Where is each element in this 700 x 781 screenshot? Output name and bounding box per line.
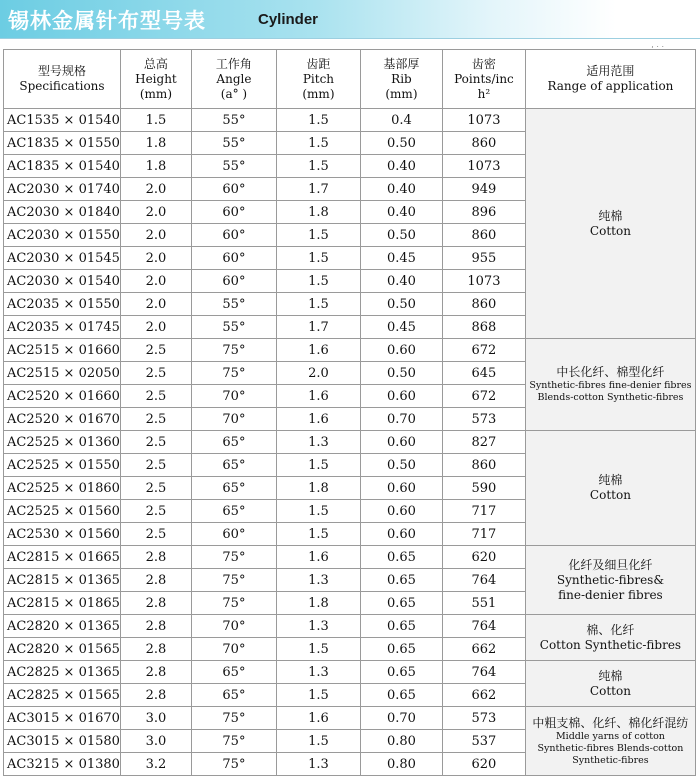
cell-points: 955 [442, 247, 525, 270]
cell-spec: AC2825 × 01565 [4, 684, 121, 707]
cell-spec: AC2820 × 01365 [4, 615, 121, 638]
cell-points: 764 [442, 661, 525, 684]
cell-points: 860 [442, 293, 525, 316]
cell-height: 3.0 [120, 707, 191, 730]
cell-rib: 0.40 [360, 201, 442, 224]
cell-pitch: 1.3 [276, 569, 360, 592]
range-of-application-cell [525, 546, 695, 615]
cell-spec: AC2030 × 01840 [4, 201, 121, 224]
cell-rib: 0.65 [360, 638, 442, 661]
table-row [4, 615, 696, 638]
cell-points: 672 [442, 385, 525, 408]
cell-angle: 70° [191, 615, 276, 638]
cell-spec: AC1835 × 01550 [4, 132, 121, 155]
cell-rib: 0.60 [360, 477, 442, 500]
cell-pitch: 1.5 [276, 500, 360, 523]
cell-angle: 60° [191, 224, 276, 247]
cell-rib: 0.45 [360, 316, 442, 339]
cell-angle: 75° [191, 339, 276, 362]
cell-height: 2.8 [120, 684, 191, 707]
cell-height: 2.0 [120, 178, 191, 201]
cell-pitch: 1.5 [276, 224, 360, 247]
range-line: 纯棉 [598, 208, 623, 223]
cell-height: 2.8 [120, 569, 191, 592]
cell-points: 764 [442, 615, 525, 638]
cell-spec: AC2035 × 01745 [4, 316, 121, 339]
cell-spec: AC3215 × 01380 [4, 753, 121, 776]
range-line: Synthetic-fibres Blends-cotton [537, 742, 684, 754]
cell-rib: 0.70 [360, 408, 442, 431]
cell-height: 2.5 [120, 454, 191, 477]
cell-rib: 0.50 [360, 362, 442, 385]
range-line: Synthetic-fibres [572, 754, 649, 766]
cell-points: 537 [442, 730, 525, 753]
cell-points: 827 [442, 431, 525, 454]
cell-angle: 65° [191, 477, 276, 500]
table-header-row [4, 50, 696, 109]
cell-spec: AC2525 × 01860 [4, 477, 121, 500]
cell-pitch: 1.8 [276, 201, 360, 224]
cell-spec: AC2030 × 01540 [4, 270, 121, 293]
cell-rib: 0.60 [360, 523, 442, 546]
cell-rib: 0.65 [360, 661, 442, 684]
cell-angle: 75° [191, 730, 276, 753]
cell-points: 590 [442, 477, 525, 500]
cell-points: 620 [442, 546, 525, 569]
cell-pitch: 1.8 [276, 592, 360, 615]
cell-spec: AC2030 × 01545 [4, 247, 121, 270]
cell-height: 2.5 [120, 500, 191, 523]
range-of-application-cell [525, 339, 695, 431]
cell-pitch: 1.6 [276, 408, 360, 431]
cell-points: 1073 [442, 155, 525, 178]
cell-angle: 55° [191, 293, 276, 316]
cell-spec: AC2035 × 01550 [4, 293, 121, 316]
cell-height: 2.0 [120, 247, 191, 270]
cell-spec: AC2030 × 01740 [4, 178, 121, 201]
cell-height: 1.5 [120, 109, 191, 132]
range-line: 化纤及细旦化纤 [568, 557, 653, 572]
table-row [4, 661, 696, 684]
range-line: 纯棉 [598, 473, 623, 487]
cell-pitch: 1.5 [276, 523, 360, 546]
cell-points: 860 [442, 224, 525, 247]
cell-pitch: 1.6 [276, 707, 360, 730]
cell-angle: 60° [191, 523, 276, 546]
cell-angle: 70° [191, 638, 276, 661]
range-of-application-cell [525, 707, 695, 776]
cell-angle: 75° [191, 753, 276, 776]
range-line: 中长化纤、棉型化纤 [556, 365, 665, 379]
cell-spec: AC2030 × 01550 [4, 224, 121, 247]
cell-points: 717 [442, 523, 525, 546]
cell-pitch: 1.8 [276, 477, 360, 500]
range-line: Cotton [589, 488, 631, 502]
cell-spec: AC2815 × 01865 [4, 592, 121, 615]
cell-points: 662 [442, 638, 525, 661]
cell-angle: 75° [191, 707, 276, 730]
cell-spec: AC2515 × 01660 [4, 339, 121, 362]
cell-points: 620 [442, 753, 525, 776]
cell-angle: 75° [191, 546, 276, 569]
cell-spec: AC3015 × 01670 [4, 707, 121, 730]
cell-angle: 75° [191, 592, 276, 615]
cell-height: 2.8 [120, 661, 191, 684]
range-of-application-cell [525, 431, 695, 546]
table-row [4, 707, 696, 730]
cell-spec: AC2525 × 01360 [4, 431, 121, 454]
cell-pitch: 1.5 [276, 132, 360, 155]
cell-pitch: 1.3 [276, 753, 360, 776]
range-line: Synthetic-fibres& [556, 572, 665, 587]
range-line: Cotton [589, 683, 631, 698]
cell-points: 764 [442, 569, 525, 592]
cell-angle: 60° [191, 270, 276, 293]
cell-angle: 65° [191, 500, 276, 523]
cell-angle: 65° [191, 684, 276, 707]
cell-pitch: 1.3 [276, 661, 360, 684]
cell-pitch: 1.6 [276, 546, 360, 569]
cell-rib: 0.50 [360, 132, 442, 155]
col-header-rib: 基部厚 Rib (mm) [360, 50, 442, 109]
cell-points: 672 [442, 339, 525, 362]
range-line: Blends-cotton Synthetic-fibres [537, 392, 684, 403]
cell-points: 717 [442, 500, 525, 523]
cell-height: 2.8 [120, 615, 191, 638]
cell-angle: 60° [191, 178, 276, 201]
cell-points: 1073 [442, 109, 525, 132]
cell-points: 896 [442, 201, 525, 224]
cell-pitch: 1.6 [276, 339, 360, 362]
cell-angle: 65° [191, 661, 276, 684]
cell-height: 2.5 [120, 362, 191, 385]
cell-pitch: 1.6 [276, 385, 360, 408]
range-of-application-cell [525, 615, 695, 661]
cell-angle: 75° [191, 569, 276, 592]
cell-points: 645 [442, 362, 525, 385]
range-line: Cotton [589, 223, 631, 238]
cell-pitch: 1.5 [276, 730, 360, 753]
cell-points: 1073 [442, 270, 525, 293]
range-line: fine-denier fibres [558, 587, 663, 602]
cell-pitch: 1.5 [276, 638, 360, 661]
cell-points: 860 [442, 454, 525, 477]
cell-height: 2.5 [120, 339, 191, 362]
cell-rib: 0.65 [360, 546, 442, 569]
cell-height: 1.8 [120, 132, 191, 155]
cell-rib: 0.60 [360, 385, 442, 408]
cell-height: 3.2 [120, 753, 191, 776]
cell-height: 2.5 [120, 385, 191, 408]
range-line: Middle yarns of cotton [555, 730, 665, 742]
cell-height: 2.0 [120, 270, 191, 293]
cell-spec: AC1535 × 01540 [4, 109, 121, 132]
cell-pitch: 1.5 [276, 684, 360, 707]
cell-spec: AC2820 × 01565 [4, 638, 121, 661]
cell-rib: 0.60 [360, 431, 442, 454]
col-header-height: 总高 Height (mm) [120, 50, 191, 109]
cell-spec: AC2520 × 01670 [4, 408, 121, 431]
cell-rib: 0.65 [360, 569, 442, 592]
cell-pitch: 1.3 [276, 431, 360, 454]
cell-height: 2.5 [120, 431, 191, 454]
cell-spec: AC2825 × 01365 [4, 661, 121, 684]
cell-rib: 0.65 [360, 684, 442, 707]
cell-height: 2.0 [120, 224, 191, 247]
cell-angle: 75° [191, 362, 276, 385]
cell-pitch: 2.0 [276, 362, 360, 385]
cell-rib: 0.40 [360, 155, 442, 178]
cell-pitch: 1.5 [276, 293, 360, 316]
range-of-application-cell [525, 109, 695, 339]
cell-angle: 65° [191, 454, 276, 477]
range-line: 棉、化纤 [586, 622, 635, 637]
cell-spec: AC2815 × 01665 [4, 546, 121, 569]
cell-rib: 0.70 [360, 707, 442, 730]
cell-spec: AC2525 × 01550 [4, 454, 121, 477]
cell-rib: 0.50 [360, 224, 442, 247]
page-header [0, 0, 700, 38]
cell-rib: 0.40 [360, 270, 442, 293]
cell-angle: 55° [191, 109, 276, 132]
range-line: Synthetic-fibres fine-denier fibres [529, 380, 692, 391]
cell-height: 2.0 [120, 293, 191, 316]
col-header-spec: 型号规格 Specifications [4, 50, 121, 109]
page-title-cn: 锡林金属针布型号表 [8, 9, 206, 33]
cell-spec: AC2520 × 01660 [4, 385, 121, 408]
cell-spec: AC3015 × 01580 [4, 730, 121, 753]
cell-height: 2.0 [120, 201, 191, 224]
range-line: 中粗支棉、化纤、棉化纤混纺 [532, 715, 689, 730]
cell-spec: AC2530 × 01560 [4, 523, 121, 546]
cell-pitch: 1.5 [276, 155, 360, 178]
range-line: Cotton Synthetic-fibres [539, 637, 682, 652]
cell-rib: 0.4 [360, 109, 442, 132]
cell-pitch: 1.7 [276, 178, 360, 201]
cell-height: 2.5 [120, 523, 191, 546]
header-rule [0, 38, 700, 39]
cell-height: 1.8 [120, 155, 191, 178]
range-of-application-cell [525, 661, 695, 707]
col-header-points: 齿密 Points/inc h² [442, 50, 525, 109]
cell-spec: AC1835 × 01540 [4, 155, 121, 178]
cell-points: 573 [442, 408, 525, 431]
page-title-en: Cylinder [258, 11, 319, 28]
col-header-range: 适用范围 Range of application [525, 50, 695, 109]
cell-points: 573 [442, 707, 525, 730]
cell-rib: 0.40 [360, 178, 442, 201]
cell-rib: 0.50 [360, 293, 442, 316]
cell-rib: 0.80 [360, 730, 442, 753]
cell-spec: AC2525 × 01560 [4, 500, 121, 523]
cell-angle: 60° [191, 201, 276, 224]
cell-rib: 0.65 [360, 592, 442, 615]
table-row [4, 109, 696, 132]
cell-angle: 70° [191, 385, 276, 408]
cell-points: 868 [442, 316, 525, 339]
cell-pitch: 1.3 [276, 615, 360, 638]
cell-points: 662 [442, 684, 525, 707]
corner-mark: , . . [651, 40, 664, 49]
cell-angle: 60° [191, 247, 276, 270]
cell-rib: 0.60 [360, 500, 442, 523]
cell-angle: 55° [191, 316, 276, 339]
cell-spec: AC2515 × 02050 [4, 362, 121, 385]
cell-pitch: 1.5 [276, 109, 360, 132]
table-row [4, 339, 696, 362]
col-header-pitch: 齿距 Pitch (mm) [276, 50, 360, 109]
cell-rib: 0.60 [360, 339, 442, 362]
cell-height: 2.8 [120, 546, 191, 569]
table-body [4, 109, 696, 776]
cell-pitch: 1.5 [276, 247, 360, 270]
table-row [4, 546, 696, 569]
cell-height: 2.5 [120, 408, 191, 431]
cell-angle: 55° [191, 132, 276, 155]
cell-points: 860 [442, 132, 525, 155]
cell-angle: 70° [191, 408, 276, 431]
cell-rib: 0.80 [360, 753, 442, 776]
cell-pitch: 1.7 [276, 316, 360, 339]
cell-points: 551 [442, 592, 525, 615]
cell-rib: 0.50 [360, 454, 442, 477]
cylinder-spec-table [3, 49, 696, 776]
col-header-angle: 工作角 Angle (a° ) [191, 50, 276, 109]
range-line: 纯棉 [598, 668, 623, 683]
cell-points: 949 [442, 178, 525, 201]
cell-rib: 0.65 [360, 615, 442, 638]
cell-height: 2.0 [120, 316, 191, 339]
cell-height: 2.8 [120, 638, 191, 661]
cell-height: 3.0 [120, 730, 191, 753]
table-row [4, 431, 696, 454]
cell-angle: 55° [191, 155, 276, 178]
cell-rib: 0.45 [360, 247, 442, 270]
cell-angle: 65° [191, 431, 276, 454]
cell-spec: AC2815 × 01365 [4, 569, 121, 592]
cell-height: 2.5 [120, 477, 191, 500]
cell-pitch: 1.5 [276, 270, 360, 293]
cell-height: 2.8 [120, 592, 191, 615]
cell-pitch: 1.5 [276, 454, 360, 477]
